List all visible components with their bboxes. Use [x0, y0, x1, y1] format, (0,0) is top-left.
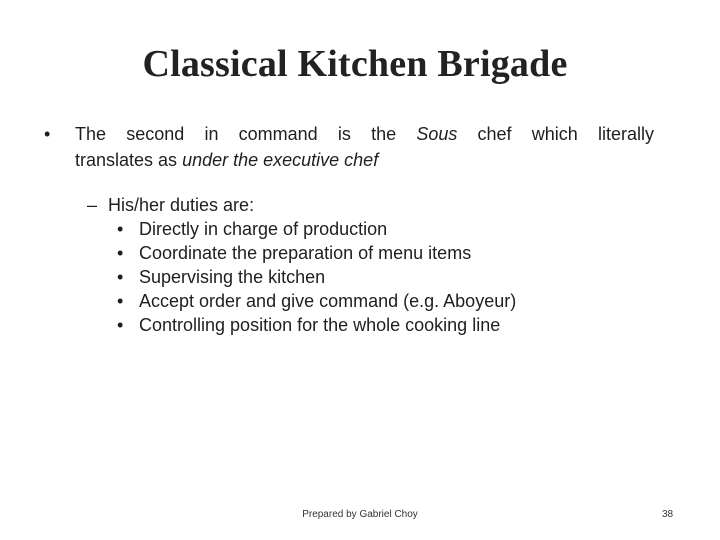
slide-title: Classical Kitchen Brigade: [142, 43, 568, 85]
duty-text: Directly in charge of production: [139, 219, 388, 239]
bullet-line-2: [75, 147, 378, 173]
duties-heading: His/her duties are:: [108, 195, 255, 215]
bullet-text-after: chef which literally: [457, 124, 654, 144]
bullet-emphasis-sous: Sous: [416, 124, 458, 144]
duty-bullet: •: [117, 219, 124, 239]
duty-text: Coordinate the preparation of menu items: [139, 243, 472, 263]
bullet-line-1: [75, 121, 654, 147]
duty-text: Accept order and give command (e.g. Aboyeur): [139, 291, 517, 311]
bullet-text-before: The second in command is the: [75, 124, 417, 144]
duty-bullet: •: [117, 243, 124, 263]
footer-credit: Prepared by Gabriel Choy: [302, 509, 418, 520]
page-number: 38: [662, 509, 674, 520]
duty-bullet: •: [117, 315, 124, 335]
bullet-line2-text: translates as: [75, 150, 183, 170]
duty-bullet: •: [117, 267, 124, 287]
dash-marker: –: [87, 195, 98, 215]
duty-text: Controlling position for the whole cooking line: [139, 315, 501, 335]
duty-text: Supervising the kitchen: [139, 267, 326, 287]
bullet-emphasis-translation: under the executive chef: [182, 150, 379, 170]
duty-bullet: •: [117, 291, 124, 311]
bullet-marker: •: [44, 124, 51, 144]
